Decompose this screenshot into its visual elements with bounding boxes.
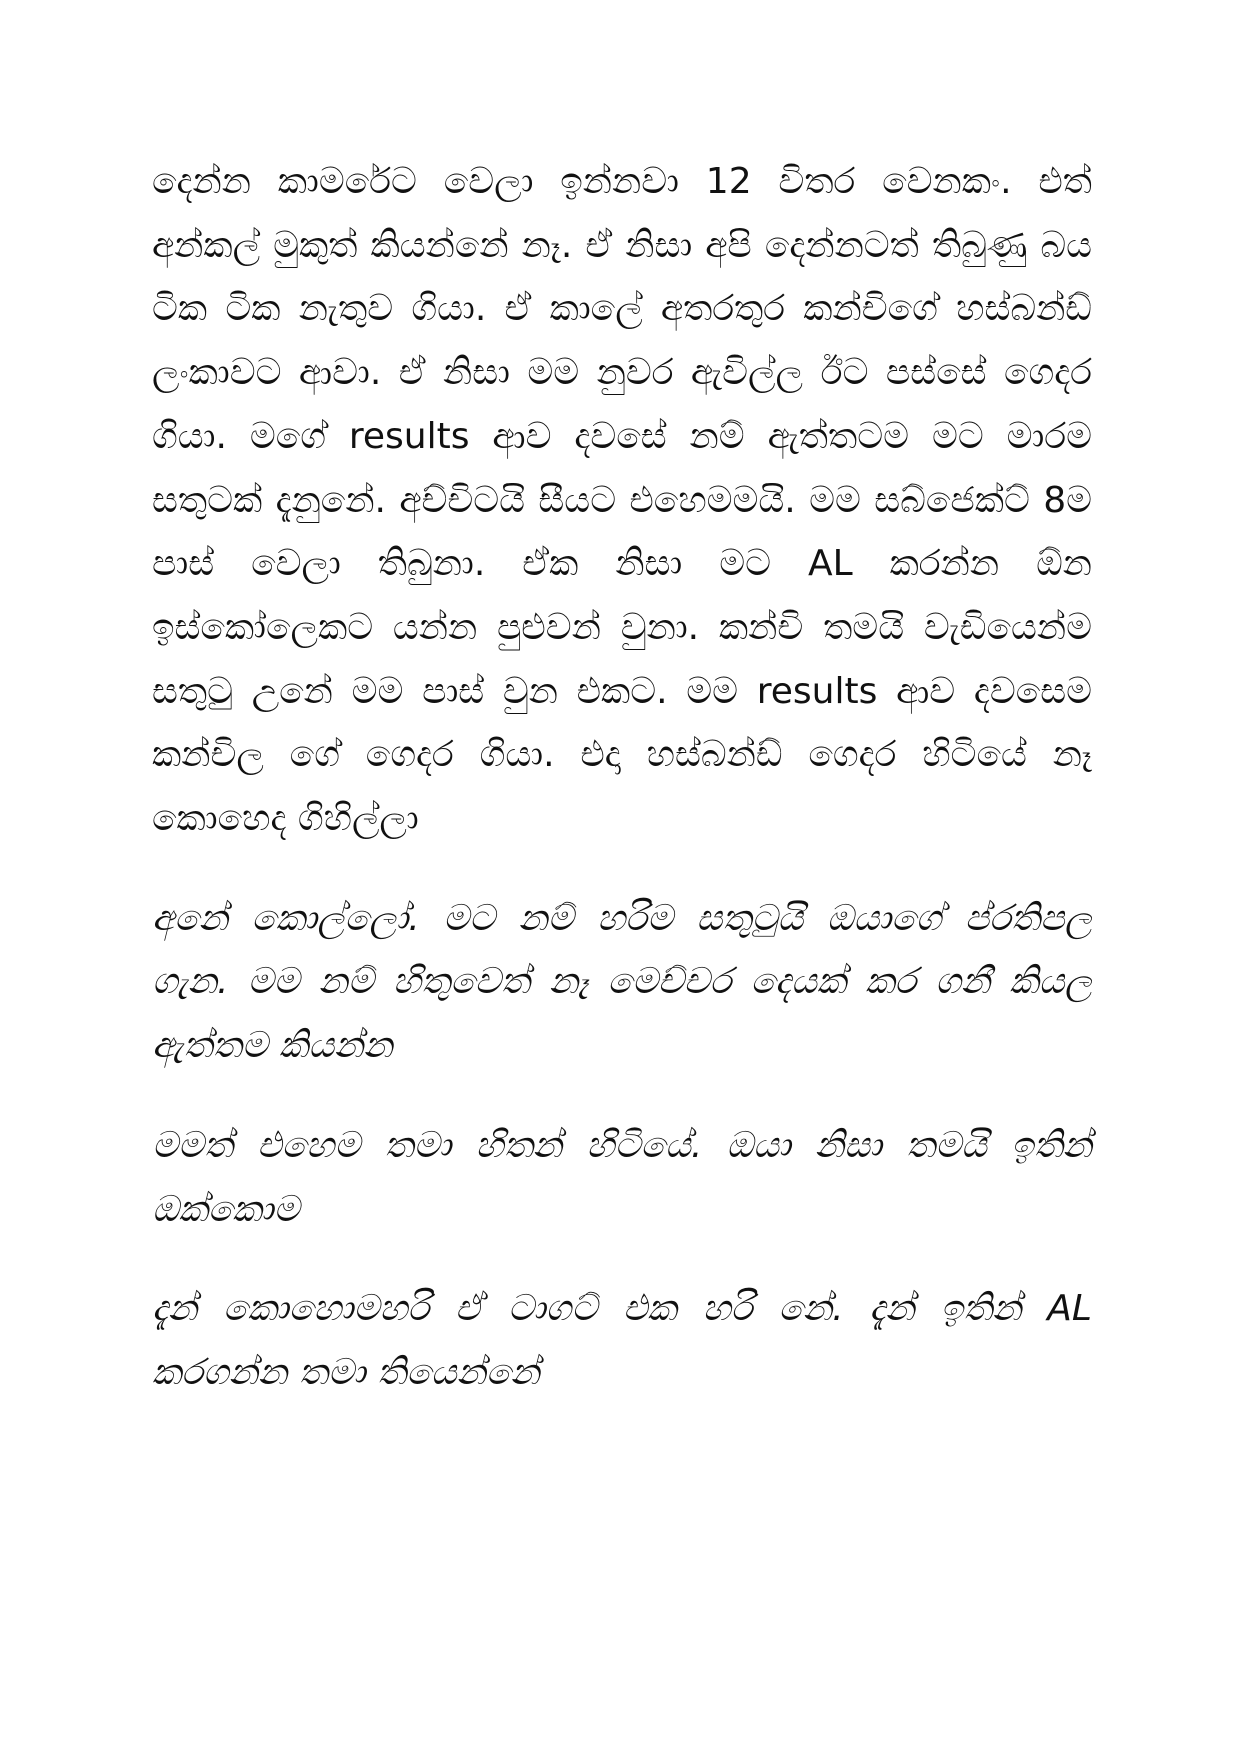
document-body <box>152 150 1092 1405</box>
dialogue-paragraph-3: දැන් කොහොමහරි ඒ ටාගට් එක හරි නේ. දැන් ඉතින් AL කරගන්න තමා තියෙන්නේ <box>152 1288 1092 1393</box>
dialogue-paragraph-2: මමත් එහෙම තමා හිතන් හිටියේ. ඔයා නිසා තමයි ඉතින් ඔක්කොම <box>152 1124 1092 1230</box>
narrative-paragraph: දෙන්න කාමරේට වෙලා ඉන්නවා 12 විතර වෙනකං. එත් අන්කල් මුකුත් කියන්නේ නෑ. ඒ නිසා අපි දෙන්නටත් තිබුණු බය ටික ටික නැතුව ගියා. ඒ කාලේ අතරතුර කන්චිගේ හස්බන්ඩ් ලංකාවට ආවා. ඒ නිසා මම නුවර ඇවිල්ල ඊට පස්සේ ගෙදර ගියා. මගේ results ආව දවසේ නම් ඇත්තටම මට මාරම සතුටක් දැනුනේ. අච්චිටයි සීයට එහෙමමයි. මම සබ්ජෙක්ට් 8ම පාස් වෙලා තිබුනා. ඒක නිසා මට AL කරන්න ඕන ඉස්කෝලෙකට යන්න පුළුවන් වුනා. කන්චි තමයි වැඩියෙන්ම සතුටු උනේ මම පාස් වුන එකට. මම results ආව දවසෙම කන්චිල ගේ ගෙදර ගියා. එදා හස්බන්ඩ් ගෙදර හිටියේ නෑ කොහෙද ගිහිල්ලා <box>152 161 1092 840</box>
dialogue-paragraph-1: අනේ කොල්ලෝ. මට නම් හරිම සතුටුයි ඔයාගේ ප්රතිපල ගැන. මම නම් හිතුවෙත් නෑ මෙච්චර දෙයක් කර ගනී කියල ඇත්තම කියන්න <box>152 897 1092 1067</box>
